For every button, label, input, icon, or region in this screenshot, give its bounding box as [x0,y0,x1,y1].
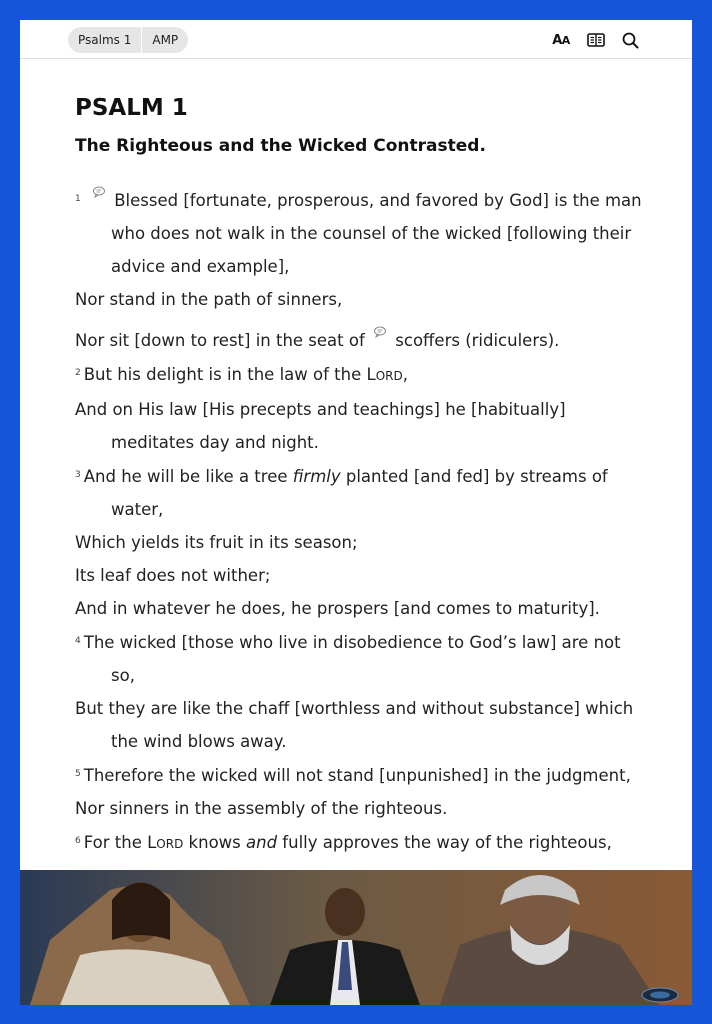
verse-number[interactable]: 6 [75,836,81,846]
section-heading: The Righteous and the Wicked Contrasted. [75,136,486,156]
small-caps-text: ORD [375,369,403,383]
verse-line: And in whatever he does, he prospers [and comes to maturity]. [75,599,600,618]
verse-line: And on His law [His precepts and teachings] he [habitually] [75,400,566,419]
italic-text: firmly [292,467,341,486]
chapter-version-pill [68,27,188,53]
reader-mode-icon[interactable] [586,30,606,50]
verse-line: who does not walk in the counsel of the wicked [following their [111,224,632,243]
verse-line [75,459,655,493]
corner-logo [642,988,678,1002]
version-selector[interactable]: AMP [152,33,179,47]
search-icon[interactable] [620,30,640,50]
verse-text: planted [and fed] by streams of [340,467,608,486]
verse-line [75,357,655,393]
footnote-icon[interactable] [373,316,387,328]
verse-line: advice and example], [111,257,290,276]
psalm-title: PSALM 1 [75,95,188,121]
verse-line: water, [111,500,164,519]
verse-line: Nor sinners in the assembly of the righteous. [75,799,448,818]
verse-text: fully approves the way of the righteous, [277,833,612,852]
verse-text: Nor sit [down to rest] in the seat of [75,331,365,350]
verse-number[interactable]: 1 [75,194,81,204]
verse-number[interactable]: 2 [75,368,81,378]
verse-text: And he will be like a tree [83,467,293,486]
verse-text: scoffers (ridiculers). [395,331,560,350]
verse-line: But they are like the chaff [worthless and without substance] which [75,699,634,718]
verse-line: Its leaf does not wither; [75,566,271,585]
verse-list [75,176,655,894]
italic-text: and [246,833,278,852]
reader-toolbar [20,20,692,59]
verse-text: , [402,365,408,384]
verse-line: Nor stand in the path of sinners, [75,290,343,309]
verse-text: But his delight is in the law of the L [83,365,376,384]
footnote-icon[interactable] [92,176,106,188]
verse-text: Therefore the wicked will not stand [unpunished] in the judgment, [83,766,631,785]
verse-text: knows [183,833,247,852]
verse-text: The wicked [those who live in disobedience to God’s law] are not [83,633,621,652]
verse-text: Blessed [fortunate, prosperous, and favored by God] is the man [114,191,642,210]
verse-number[interactable]: 3 [75,470,81,480]
verse-line [75,625,655,659]
verse-text: For the L [83,833,157,852]
verse-line [75,825,655,861]
verse-line: so, [111,666,135,685]
chapter-selector[interactable]: Psalms 1 [78,33,132,47]
reader-page [20,20,692,1005]
passage-content [75,88,655,894]
verse-line [75,176,655,217]
illustration-banner [20,870,692,1005]
verse-number[interactable]: 4 [75,636,81,646]
verse-line: Which yields its fruit in its season; [75,533,358,552]
verse-line: the wind blows away. [111,732,287,751]
verse-line [75,758,655,792]
verse-line: meditates day and night. [111,433,319,452]
verse-line [75,316,655,357]
small-caps-text: ORD [156,837,184,851]
verse-number[interactable]: 5 [75,769,81,779]
text-size-icon[interactable]: AA [552,32,570,48]
